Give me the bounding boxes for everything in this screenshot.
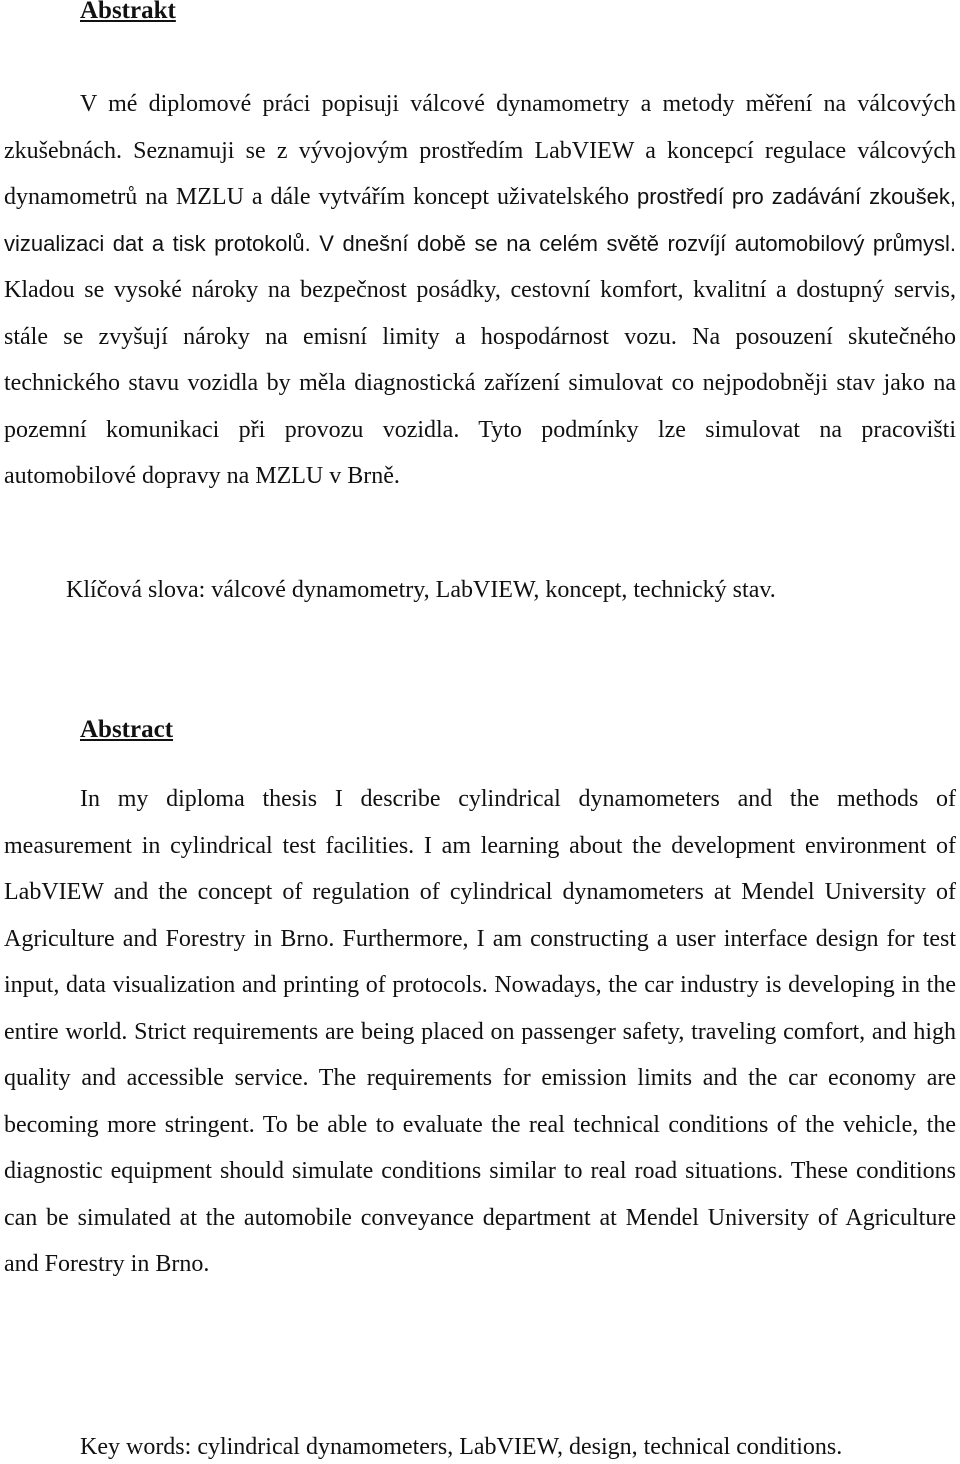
keywords-english: Key words: cylindrical dynamometers, LabVIEW, design, technical conditions. [80,1434,843,1460]
heading-abstract: Abstract [80,716,174,743]
paragraph-abstrakt [4,81,956,500]
paragraph-abstrakt-part2: prostředí pro zadávání zkoušek, vizualizaci dat a tisk protokolů. V dnešní době se na celém světě rozvíjí automobilový průmysl. [4,184,956,256]
keywords-czech: Klíčová slova: válcové dynamometry, LabVIEW, koncept, technický stav. [66,577,776,603]
paragraph-abstrakt-part3: Kladou se vysoké nároky na bezpečnost posádky, cestovní komfort, kvalitní a dostupný servis, stále se zvyšují nároky na emisní limity a hospodárnost vozu. Na posouzení skutečného technického stavu vozidla by měla diagnostická zařízení simulovat co nejpodobněji stav jako na pozemní komunikaci při provozu vozidla. Tyto podmínky lze simulovat na pracovišti automobilové dopravy na MZLU v Brně. [4,277,956,489]
paragraph-abstract: In my diploma thesis I describe cylindrical dynamometers and the methods of measurement in cylindrical test facilities. I am learning about the development environment of LabVIEW and the concept of regulation of cylindrical dynamometers at Mendel University of Agriculture and Forestry in Brno. Furthermore, I am constructing a user interface design for test input, data visualization and printing of protocols. Nowadays, the car industry is developing in the entire world. Strict requirements are being placed on passenger safety, traveling comfort, and high quality and accessible service. The requirements for emission limits and the car economy are becoming more stringent. To be able to evaluate the real technical conditions of the vehicle, the diagnostic equipment should simulate conditions similar to real road situations. These conditions can be simulated at the automobile conveyance department at Mendel University of Agriculture and Forestry in Brno. [4,786,956,1277]
paragraph-abstrakt-part1: V mé diplomové práci popisuji válcové dynamometry a metody měření na válcových zkušebnách. Seznamuji se z vývojovým prostředím LabVIEW a koncepcí regulace válcových dynamometrů na MZLU a dále vytvářím koncept uživatelského [4,91,956,210]
heading-abstrakt: Abstrakt [80,0,176,24]
